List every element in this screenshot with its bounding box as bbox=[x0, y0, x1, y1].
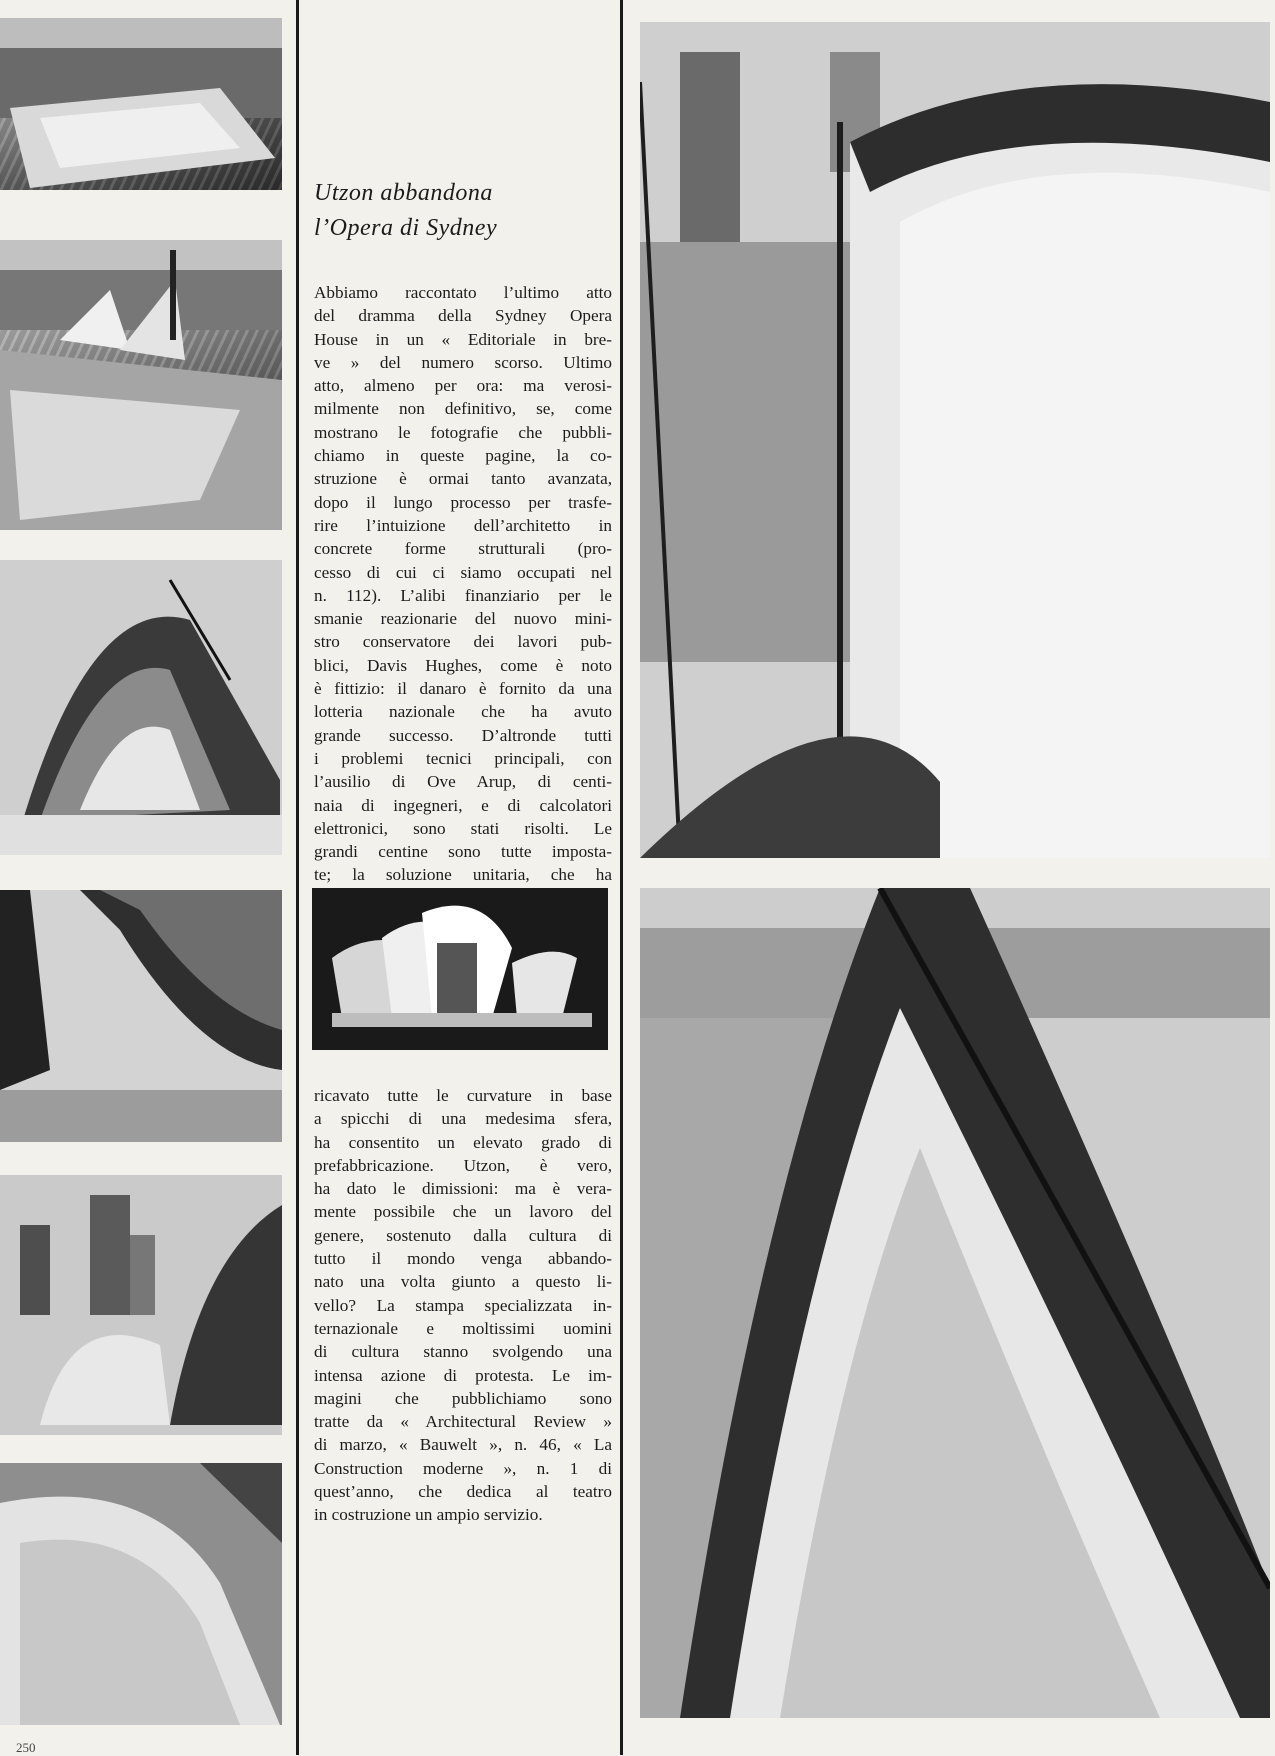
article-title-line-1: Utzon abbandona bbox=[314, 180, 493, 206]
photo-shell-surface-close bbox=[0, 1463, 282, 1725]
body-line: genere, sostenuto dalla cultura di bbox=[314, 1225, 612, 1245]
body-line: tutto il mondo venga abbando- bbox=[314, 1249, 612, 1269]
body-line: House in un « Editoriale in bre- bbox=[314, 329, 612, 349]
photo-harbour-site-aerial bbox=[0, 18, 282, 190]
body-line: dopo il lungo processo per trasfe- bbox=[314, 492, 612, 512]
body-line: smanie reazionarie del nuovo mini- bbox=[314, 609, 612, 629]
body-line: a spicchi di una medesima sfera, bbox=[314, 1109, 612, 1129]
body-line: grandi centine sono tutte imposta- bbox=[314, 842, 612, 862]
body-line: concrete forme strutturali (pro- bbox=[314, 539, 612, 559]
body-line: Construction moderne », n. 1 di bbox=[314, 1458, 612, 1478]
article-title bbox=[314, 176, 614, 246]
column-rule-right bbox=[620, 0, 623, 1755]
photo-shell-ribs-harbour bbox=[640, 888, 1270, 1718]
body-line: vello? La stampa specializzata in- bbox=[314, 1295, 612, 1315]
body-line: n. 112). L’alibi finanziario per le bbox=[314, 585, 612, 605]
body-line: intensa azione di protesta. Le im- bbox=[314, 1365, 612, 1385]
article-body-part-2 bbox=[314, 1084, 612, 1527]
body-line: stro conservatore dei lavori pub- bbox=[314, 632, 612, 652]
body-line: ha dato le dimissioni: ma è vera- bbox=[314, 1179, 612, 1199]
body-line: ha consentito un elevato grado di bbox=[314, 1132, 612, 1152]
body-line: nato una volta giunto a questo li- bbox=[314, 1272, 612, 1292]
body-line: ternazionale e moltissimi uomini bbox=[314, 1318, 612, 1338]
photo-city-and-shell bbox=[0, 1175, 282, 1435]
body-line: del dramma della Sydney Opera bbox=[314, 306, 612, 326]
body-line: in costruzione un ampio servizio. bbox=[314, 1505, 543, 1525]
body-line: cesso di cui ci siamo occupati nel bbox=[314, 562, 612, 582]
photo-shell-ribs-cranes bbox=[0, 560, 282, 855]
body-line: magini che pubblichiamo sono bbox=[314, 1388, 612, 1408]
photo-shell-underside bbox=[0, 890, 282, 1142]
photo-podium-model-aerial bbox=[0, 240, 282, 530]
body-line: di cultura stanno svolgendo una bbox=[314, 1342, 612, 1362]
body-line: Abbiamo raccontato l’ultimo atto bbox=[314, 283, 612, 302]
body-line: mostrano le fotografie che pubbli- bbox=[314, 422, 612, 442]
body-line: struzione è ormai tanto avanzata, bbox=[314, 469, 612, 489]
photo-opera-model bbox=[312, 888, 608, 1050]
body-line: di marzo, « Bauwelt », n. 46, « La bbox=[314, 1435, 612, 1455]
body-line: lotteria nazionale che ha avuto bbox=[314, 702, 612, 722]
body-line: grande successo. D’altronde tutti bbox=[314, 725, 612, 745]
body-line: mente possibile che un lavoro del bbox=[314, 1202, 612, 1222]
body-line: ricavato tutte le curvature in base bbox=[314, 1086, 612, 1105]
body-line: è fittizio: il danaro è fornito da una bbox=[314, 679, 612, 699]
article-body-part-1 bbox=[314, 281, 612, 887]
body-line: prefabbricazione. Utzon, è vero, bbox=[314, 1155, 612, 1175]
page-number: 250 bbox=[16, 1740, 36, 1755]
column-rule-left bbox=[296, 0, 299, 1755]
body-line: blici, Davis Hughes, come è noto bbox=[314, 655, 612, 675]
body-line: quest’anno, che dedica al teatro bbox=[314, 1482, 612, 1502]
body-line: tratte da « Architectural Review » bbox=[314, 1412, 612, 1432]
body-line: chiamo in queste pagine, la co- bbox=[314, 446, 612, 466]
body-line: ve » del numero scorso. Ultimo bbox=[314, 352, 612, 372]
body-line: te; la soluzione unitaria, che ha bbox=[314, 865, 612, 885]
body-line: l’ausilio di Ove Arup, di centi- bbox=[314, 772, 612, 792]
body-line: rire l’intuizione dell’architetto in bbox=[314, 515, 612, 535]
body-line: naia di ingegneri, e di calcolatori bbox=[314, 795, 612, 815]
body-line: i problemi tecnici principali, con bbox=[314, 748, 612, 768]
body-line: atto, almeno per ora: ma verosi- bbox=[314, 376, 612, 396]
article-title-line-2: l’Opera di Sydney bbox=[314, 215, 498, 241]
body-line: elettronici, sono stati risolti. Le bbox=[314, 818, 612, 838]
body-line: milmente non definitivo, se, come bbox=[314, 399, 612, 419]
photo-shell-interior-large bbox=[640, 22, 1270, 858]
